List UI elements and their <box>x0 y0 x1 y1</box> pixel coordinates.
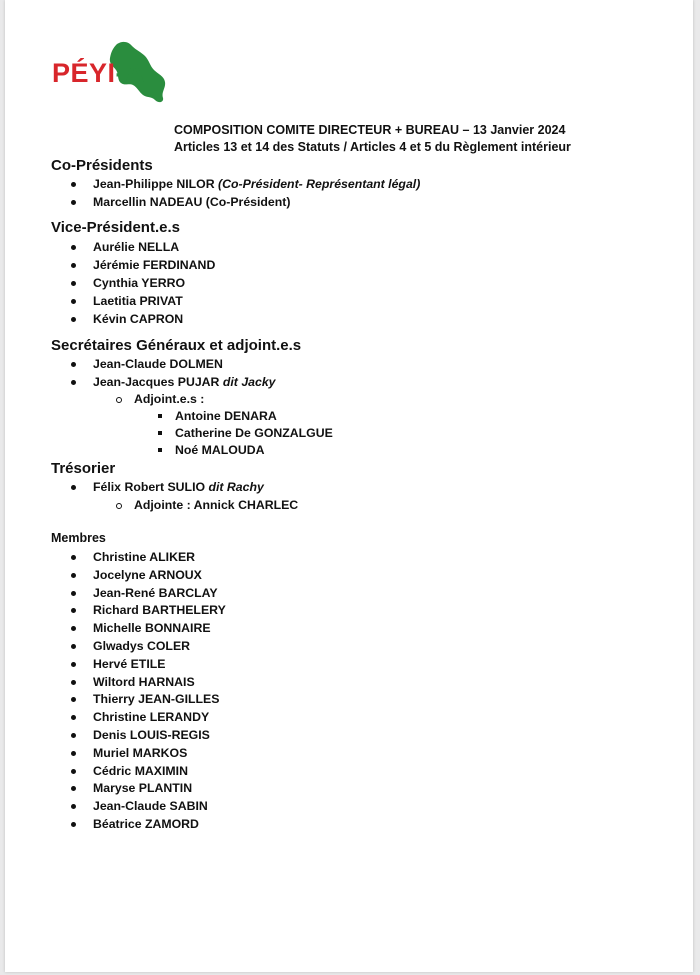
member-role: (Co-Président) <box>205 195 291 209</box>
sub-sub-bullet <box>158 448 162 452</box>
list-item: Cynthia YERRO <box>93 276 186 290</box>
list-item: Laetitia PRIVAT <box>93 294 183 308</box>
list-item: Antoine DENARA <box>175 409 277 423</box>
member-role: (Co-Président- Représentant légal) <box>218 177 421 191</box>
section-copresidents-title: Co-Présidents <box>51 157 153 174</box>
document-page <box>5 0 693 972</box>
list-item: Jean-René BARCLAY <box>93 585 218 600</box>
list-item: Béatrice ZAMORD <box>93 817 199 831</box>
logo-text-peyi: PÉYI <box>52 58 116 88</box>
list-item: Adjointe : Annick CHARLEC <box>134 498 299 512</box>
bullet <box>71 822 76 827</box>
bullet <box>71 245 76 250</box>
bullet <box>71 573 76 578</box>
list-item: Hervé ETILE <box>93 656 166 671</box>
list-item: Thierry JEAN-GILLES <box>93 692 220 707</box>
list-item: Christine ALIKER <box>93 550 196 564</box>
logo-text-a: -A <box>115 58 146 88</box>
list-item: Jean-Claude SABIN <box>93 799 208 814</box>
list-item: Wiltord HARNAIS <box>93 674 195 689</box>
bullet <box>71 662 76 667</box>
bullet <box>71 591 76 596</box>
list-item: Catherine De GONZALGUE <box>175 426 333 440</box>
peyi-a-logo <box>52 40 172 106</box>
member-name: Marcellin NADEAU <box>93 195 203 209</box>
bullet <box>71 182 76 187</box>
bullet <box>71 485 76 490</box>
list-item: Muriel MARKOS <box>93 745 188 760</box>
bullet <box>71 751 76 756</box>
list-item <box>93 375 276 389</box>
bullet <box>71 769 76 774</box>
bullet <box>71 715 76 720</box>
bullet <box>71 281 76 286</box>
section-secretaires-title: Secrétaires Généraux et adjoint.e.s <box>51 337 302 354</box>
member-nickname: dit Jacky <box>222 375 276 389</box>
section-vicepresidents-title: Vice-Président.e.s <box>51 219 180 236</box>
list-item <box>93 480 264 494</box>
list-item: Jérémie FERDINAND <box>93 258 216 272</box>
list-item: Denis LOUIS-REGIS <box>93 728 210 742</box>
bullet <box>71 263 76 268</box>
bullet <box>71 786 76 791</box>
bullet <box>71 644 76 649</box>
sub-sub-bullet <box>158 431 162 435</box>
member-name: Jean-Philippe NILOR <box>93 177 215 191</box>
sub-bullet <box>116 397 122 403</box>
bullet <box>71 299 76 304</box>
list-item: Kévin CAPRON <box>93 312 184 326</box>
bullet <box>71 608 76 613</box>
member-name: Félix Robert SULIO <box>93 480 206 494</box>
list-item: Noé MALOUDA <box>175 443 265 457</box>
list-item: Christine LERANDY <box>93 710 210 725</box>
bullet <box>71 555 76 560</box>
member-name: Jean-Jacques PUJAR <box>93 375 220 389</box>
bullet <box>71 317 76 322</box>
bullet <box>71 697 76 702</box>
list-item: Cédric MAXIMIN <box>93 763 188 778</box>
list-item: Jean-Claude DOLMEN <box>93 357 223 371</box>
bullet <box>71 733 76 738</box>
bullet <box>71 680 76 685</box>
section-tresorier-title: Trésorier <box>51 460 116 477</box>
list-item: Michelle BONNAIRE <box>93 621 211 636</box>
bullet <box>71 200 76 205</box>
document-title: COMPOSITION COMITE DIRECTEUR + BUREAU – 13 Janvier 2024 <box>174 123 566 137</box>
list-item: Richard BARTHELERY <box>93 603 226 618</box>
list-item: Maryse PLANTIN <box>93 781 193 796</box>
sub-bullet <box>116 503 122 509</box>
list-item: Jocelyne ARNOUX <box>93 567 202 582</box>
document-subtitle: Articles 13 et 14 des Statuts / Articles 4 et 5 du Règlement intérieur <box>174 140 571 154</box>
sub-sub-bullet <box>158 414 162 418</box>
list-item <box>93 195 290 209</box>
sub-list-label: Adjoint.e.s : <box>134 392 205 406</box>
bullet <box>71 380 76 385</box>
list-item <box>93 177 420 191</box>
bullet <box>71 804 76 809</box>
section-membres-title: Membres <box>51 531 106 545</box>
list-item: Glwadys COLER <box>93 639 191 653</box>
bullet <box>71 626 76 631</box>
member-nickname: dit Rachy <box>208 480 264 494</box>
list-item: Aurélie NELLA <box>93 240 180 254</box>
bullet <box>71 362 76 367</box>
